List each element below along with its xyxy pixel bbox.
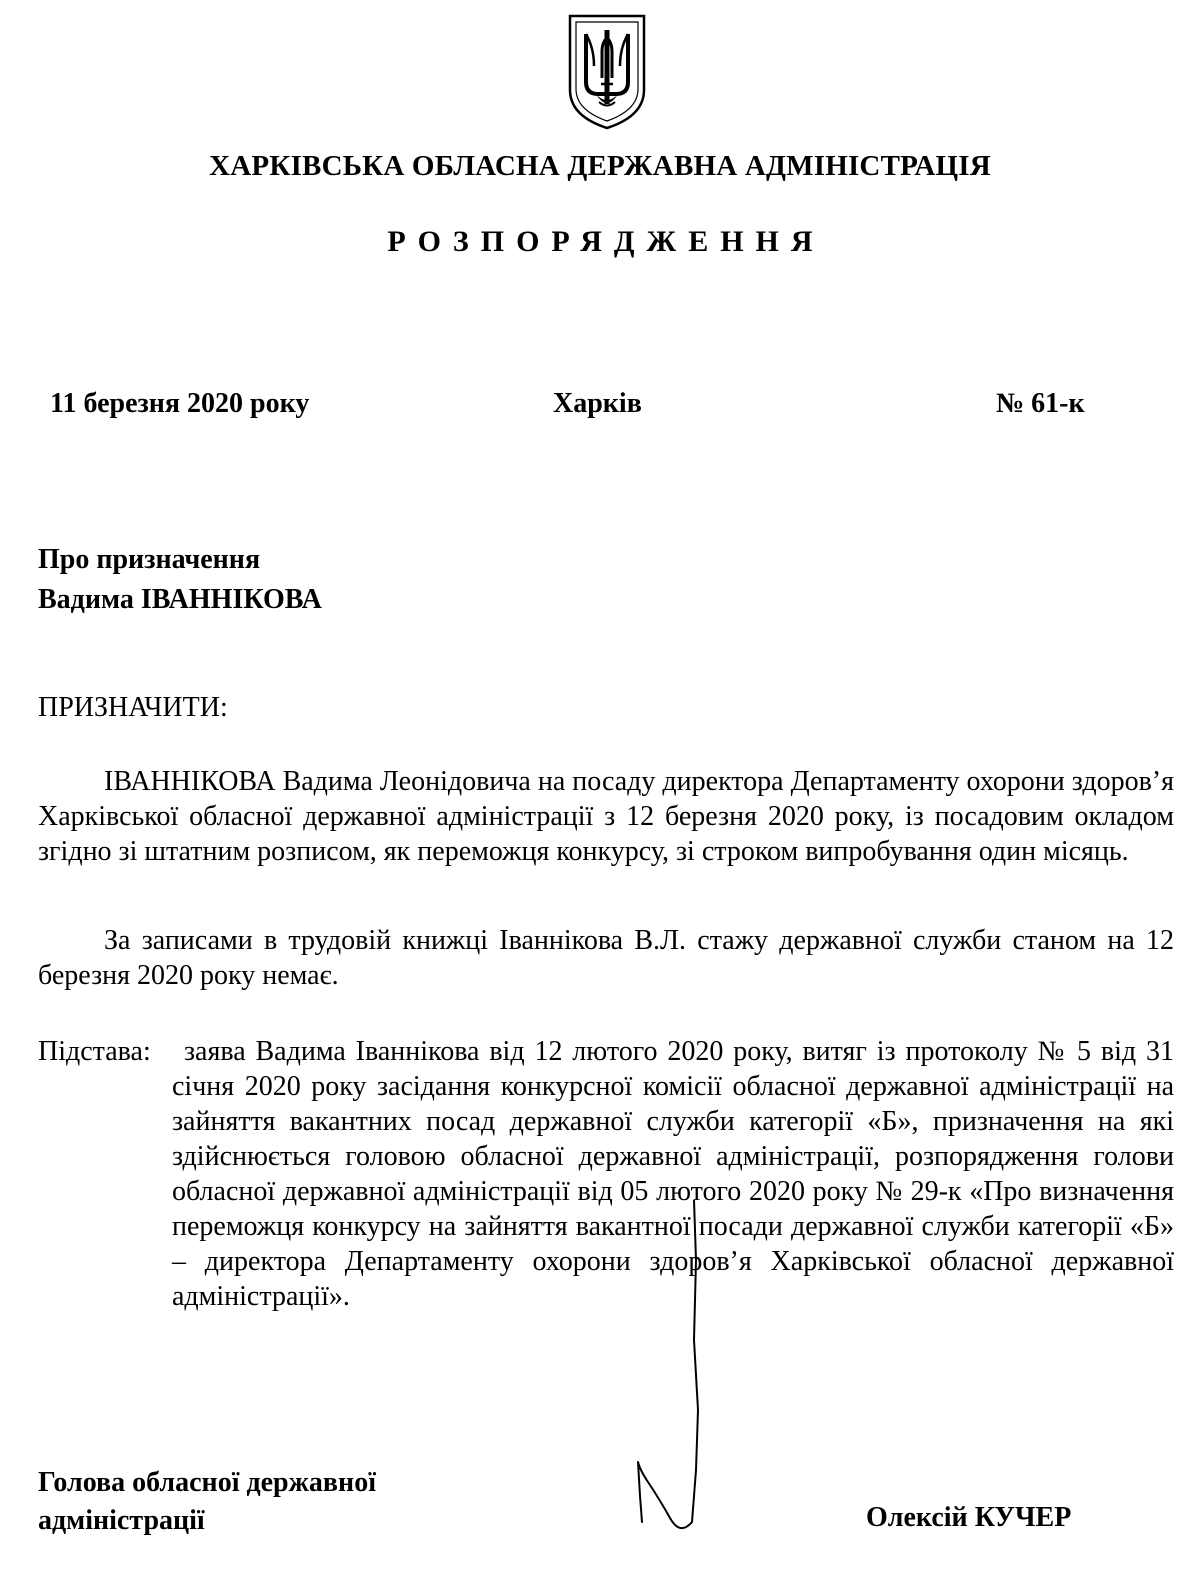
signer-position-line-2: адміністрації [38, 1505, 205, 1536]
paragraph-appointment: ІВАННІКОВА Вадима Леонідовича на посаду директора Департаменту охорони здоров’я Харківської обласної державної адміністрації з 12 березня 2020 року, із посадовим окладом згідно зі штатним розписом, як переможця конкурсу, зі строком випробування один місяць. [38, 766, 1174, 867]
decree-heading: ПРИЗНАЧИТИ: [38, 692, 228, 723]
paragraph-service-record: За записами в трудовій книжці Іваннікова В.Л. стажу державної служби станом на 12 березня 2020 року немає. [38, 925, 1174, 991]
basis-label: Підстава: [38, 1036, 151, 1067]
signer-position [38, 1464, 376, 1540]
document-subject [38, 540, 322, 620]
signer-name: Олексій КУЧЕР [866, 1502, 1072, 1533]
subject-line-1: Про призначення [38, 544, 261, 575]
document-number: № 61-к [996, 388, 1085, 419]
document-title: РОЗПОРЯДЖЕННЯ [387, 225, 825, 258]
signer-position-line-1: Голова обласної державної [38, 1467, 376, 1498]
organization-name: ХАРКІВСЬКА ОБЛАСНА ДЕРЖАВНА АДМІНІСТРАЦІЯ [209, 150, 991, 182]
document-city: Харків [553, 388, 642, 419]
basis-text: заява Вадима Іваннікова від 12 лютого 2020 року, витяг із протоколу № 5 від 31 січня 2020 року засідання конкурсної комісії обласної державної адміністрації на зайняття вакантних посад державної служби категорії «Б», призначення на які здійснюється головою обласної державної адміністрації, розпорядження голови обласної державної адміністрації від 05 лютого 2020 року № 29-к «Про визначення переможця конкурсу на зайняття вакантної посади державної служби категорії «Б» – директора Департаменту охорони здоров’я Харківської обласної державної адміністрації». [172, 1036, 1174, 1312]
document-date: 11 березня 2020 року [50, 388, 310, 419]
coat-of-arms-icon [566, 12, 648, 130]
handwritten-signature [620, 1200, 740, 1540]
subject-line-2: Вадима ІВАННІКОВА [38, 584, 322, 615]
